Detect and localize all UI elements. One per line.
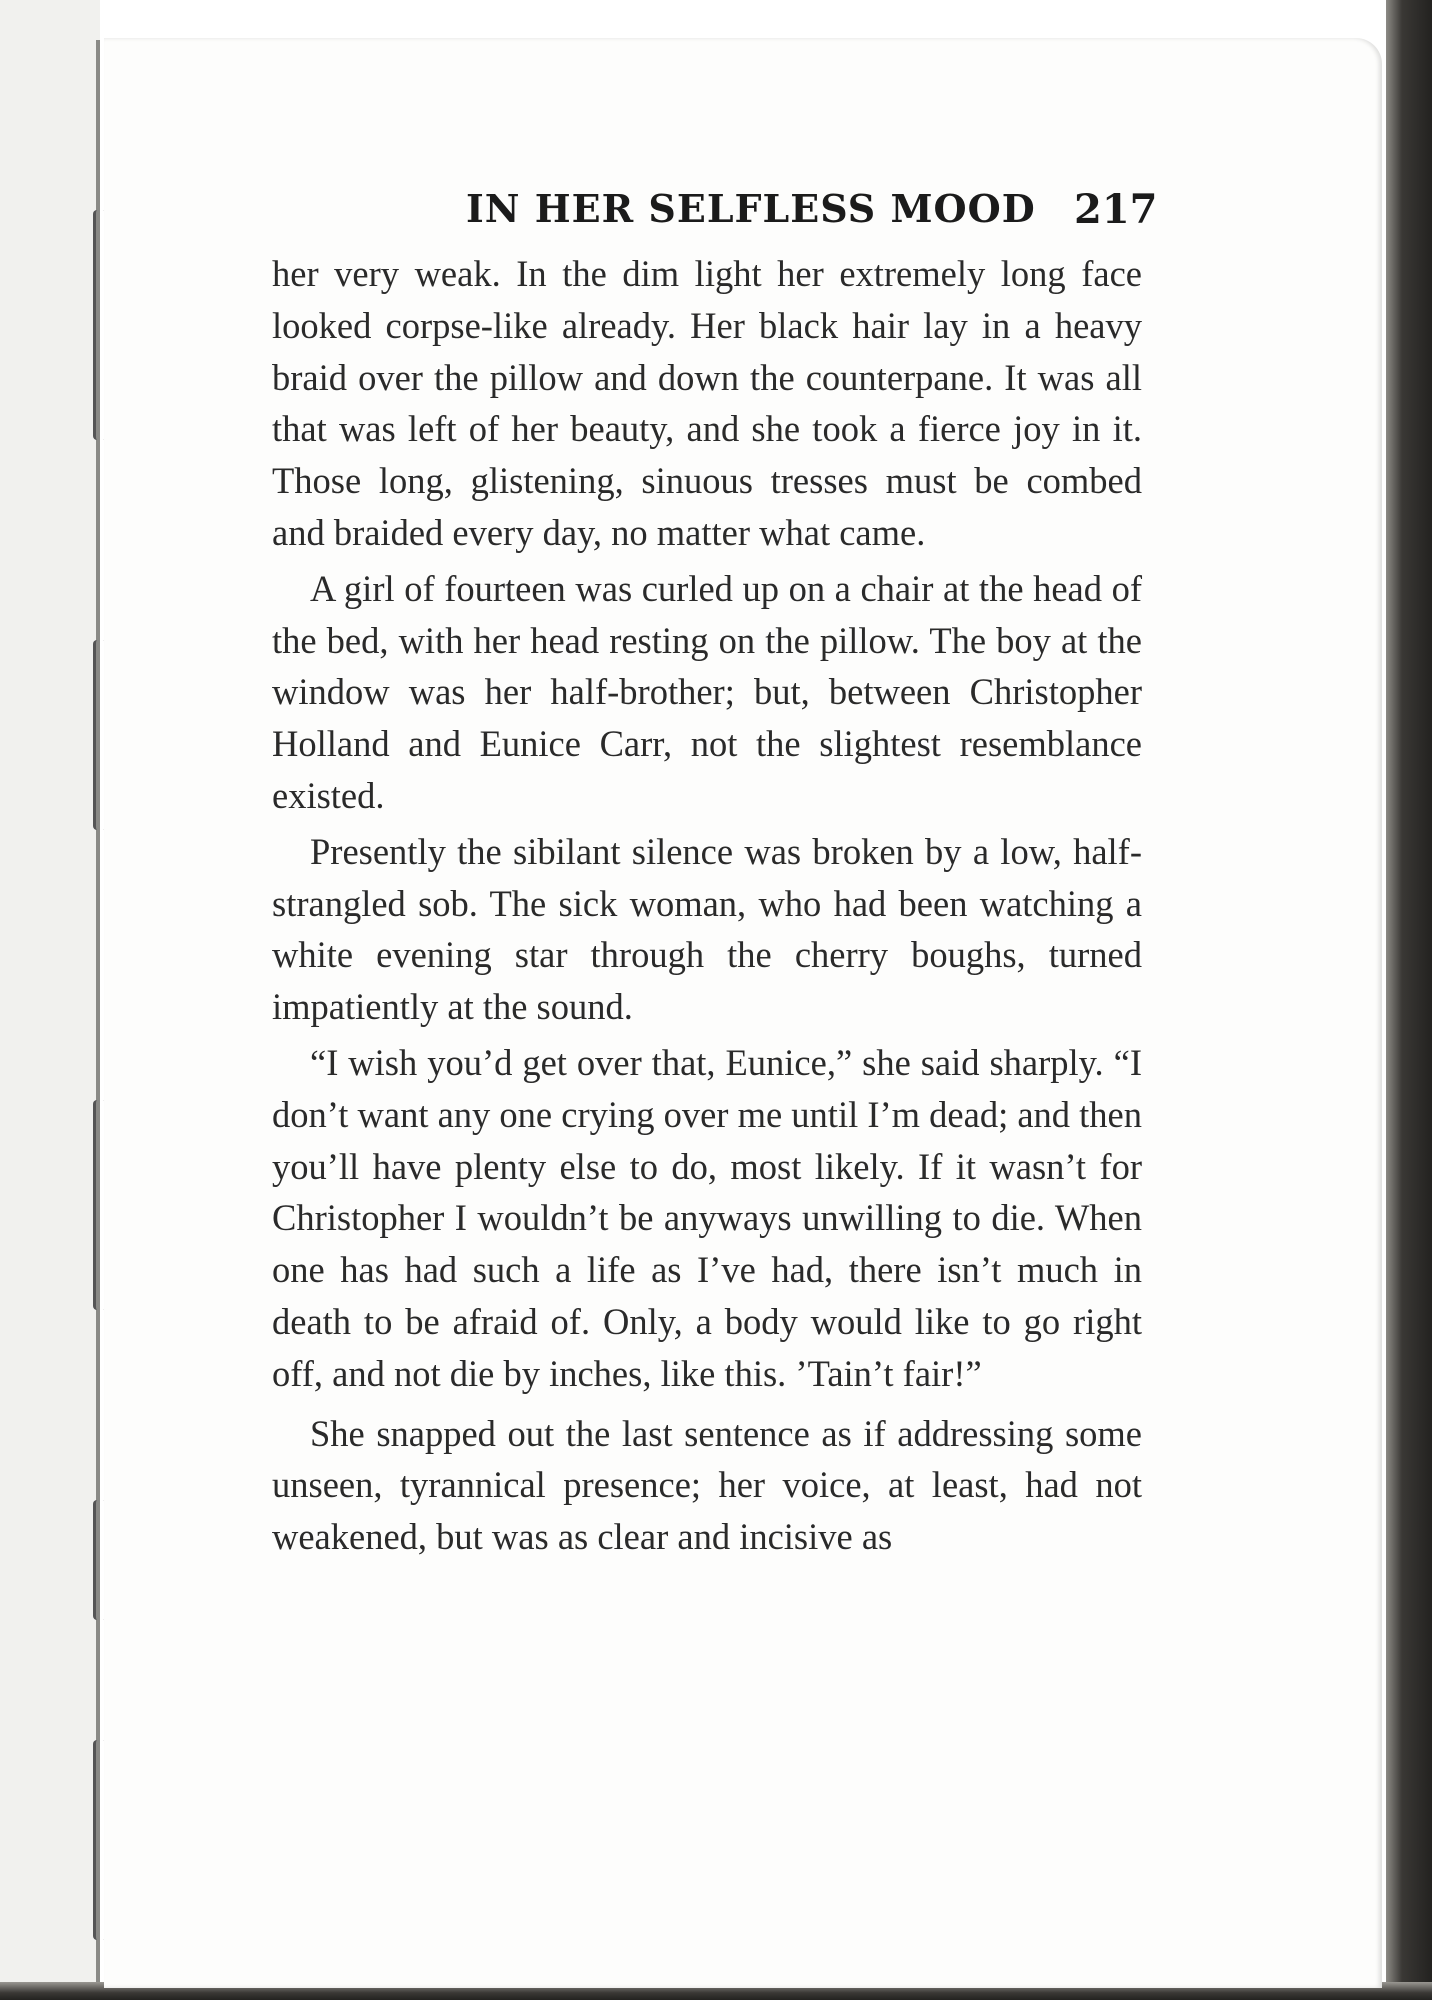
paragraph: She snapped out the last sentence as if addressing some unseen, tyrannical presence; her voice, at least, had not weakened, but was as clear and incisive as xyxy=(272,1412,1142,1558)
paragraph: Presently the sibilant silence was broken by a low, half-strangled sob. The sick woman, who had been watching a white evening star through the cherry boughs, turned impatiently at the sound. xyxy=(272,830,1142,1028)
paragraph: “I wish you’d get over that, Eunice,” she said sharply. “I don’t want any one crying over me until I’m dead; and then you’ll have plenty else to do, most likely. If it wasn’t for Christopher I wouldn’t be anyways unwilling to die. When one has had such a life as I’ve had, there isn’t much in death to be afraid of. Only, a body would like to go right off, and not die by inches, like this. ’Tain’t fair!” xyxy=(272,1041,1143,1394)
page-number: 217 xyxy=(1074,186,1158,233)
running-head-title: IN HER SELFLESS MOOD xyxy=(466,186,1036,231)
previous-page-edge xyxy=(0,0,100,2000)
book-cover-edge xyxy=(1386,0,1432,2000)
paragraph: her very weak. In the dim light her extremely long face looked corpse-like already. Her black hair lay in a heavy braid over the pillow and down the counterpane. It was all that was left of her beauty, and she took a fierce joy in it. Those long, glistening, sinuous tresses must be combed and braided every day, no matter what came. xyxy=(272,253,1142,553)
running-head xyxy=(0,186,1432,246)
body-text xyxy=(272,248,1142,1563)
paragraph: A girl of fourteen was curled up on a chair at the head of the bed, with her head resting on the pillow. The boy at the window was her half-brother; but, between Christopher Holland and Eunice Carr, not the slightest resemblance existed. xyxy=(272,567,1142,816)
